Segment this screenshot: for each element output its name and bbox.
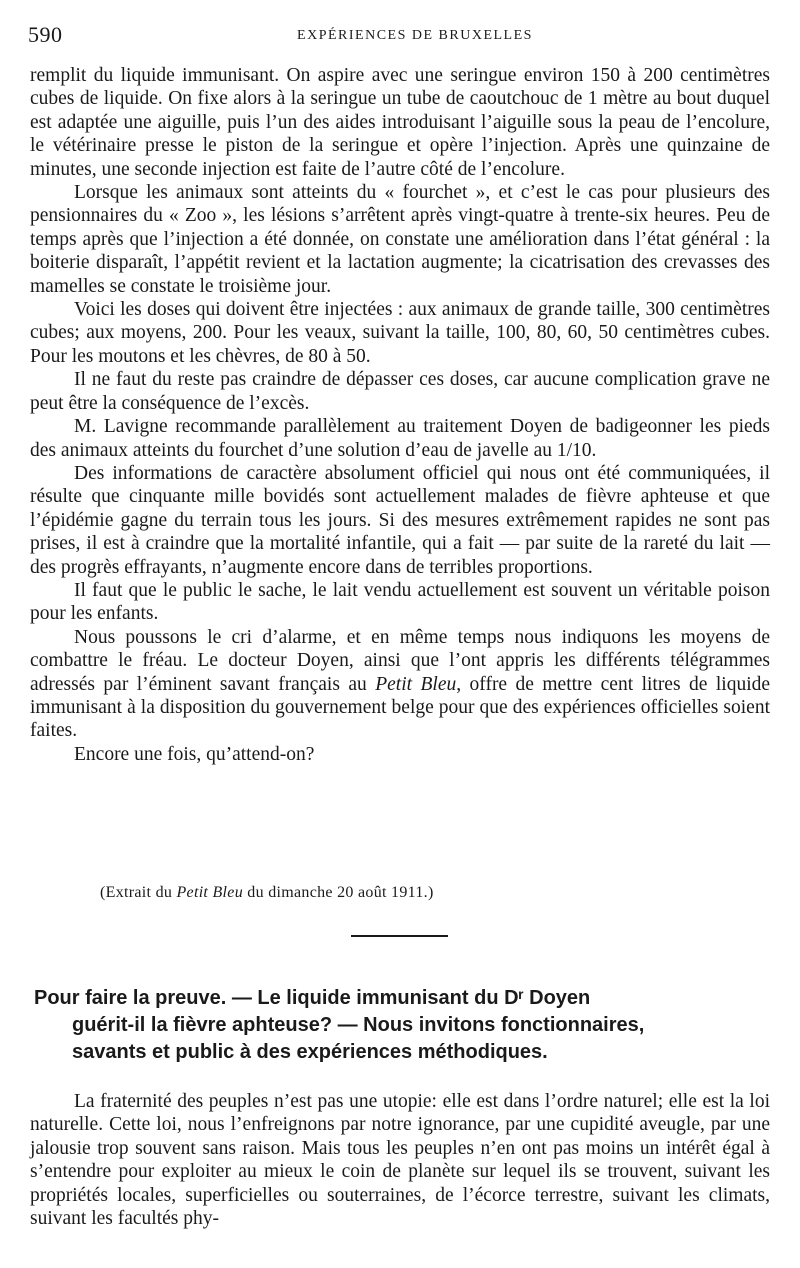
paragraph-text: Nous poussons le cri d’alarme, et en même temps nous indiquons les moyens de combattre le fréau. Le docteur Doyen, ainsi que l’ont appris les différents télégrammes adressés par l’éminent savant français au xyxy=(30,626,770,695)
paragraph: Lorsque les animaux sont atteints du « fourchet », et c’est le cas pour plusieurs des pensionnaires du « Zoo », les lésions s’arrêtent après vingt-quatre à trente-six heures. Peu de temps après que l’injection a été donnée, on constate une amélioration dans l’état général : la boiterie disparaît, l’appétit revient et la lactation augmente; la cicatrisation des crevasses des mamelles se constate le troisième jour. xyxy=(30,182,770,297)
article-body xyxy=(30,1090,770,1230)
section-divider xyxy=(351,935,448,937)
paragraph: Voici les doses qui doivent être injectées : aux animaux de grande taille, 300 centimètres cubes; aux moyens, 200. Pour les veaux, suivant la taille, 100, 80, 60, 50 centimètres cubes. Pour les moutons et les chèvres, de 80 à 50. xyxy=(30,299,770,367)
paragraph: M. Lavigne recommande parallèlement au traitement Doyen de badigeonner les pieds des animaux atteints du fourchet d’une solution d’eau de javelle au 1/10. xyxy=(30,416,770,461)
newspaper-title: Petit Bleu xyxy=(375,673,457,695)
paragraph: Des informations de caractère absolument officiel qui nous ont été communiquées, il résulte que cinquante mille bovidés sont actuellement malades de fièvre aphteuse et que l’épidémie gagne du terrain tous les jours. Si des mesures extrêmement rapides ne sont pas prises, il est à craindre que la mortalité infantile, qui a fait — par suite de la rareté du lait — des progrès effrayants, n’augmente encore dans de terribles proportions. xyxy=(30,462,770,578)
paragraph: La fraternité des peuples n’est pas une utopie: elle est dans l’ordre naturel; elle est la loi naturelle. Cette loi, nous l’enfreignons par notre ignorance, par une cupidité aveugle, par une jalousie trop souvent sans raison. Mais tous les peuples n’en ont pas moins un intérêt égal à s’entendre pour exploiter au mieux le coin de planète sur lequel ils se trouvent, suivant les propriétés locales, superficielles ou souterraines, de l’écorce terrestre, suivant les climats, suivant les facultés phy- xyxy=(30,1091,770,1230)
main-text xyxy=(30,64,770,766)
paragraph: Il ne faut du reste pas craindre de dépasser ces doses, car aucune complication grave ne peut être la conséquence de l’excès. xyxy=(30,369,770,414)
article-heading xyxy=(34,985,780,1066)
paragraph: Il faut que le public le sache, le lait vendu actuellement est souvent un véritable poison pour les enfants. xyxy=(30,579,770,625)
page-number: 590 xyxy=(28,22,63,47)
newspaper-title: Petit Bleu xyxy=(176,884,243,901)
paragraph: remplit du liquide immunisant. On aspire avec une seringue environ 150 à 200 centimètres cubes de liquide. On fixe alors à la seringue un tube de caoutchouc de 1 mètre au bout duquel est adaptée une aiguille, puis l’un des aides introduisant l’aiguille sous la peau de l’encolure, le vétérinaire presse le piston de la seringue et opère l’injection. Après une quinzaine de minutes, une seconde injection est faite de l’autre côté de l’encolure. xyxy=(30,65,770,180)
citation-text: (Extrait du xyxy=(100,884,177,901)
heading-line: guérit-il la fièvre aphteuse? — Nous invitons fonctionnaires, xyxy=(72,1014,645,1036)
paragraph-text: , offre de mettre cent litres de liquide immunisant à la disposition du gouvernement belge pour que des expériences officielles soient faites. xyxy=(30,673,771,742)
heading-line: Pour faire la preuve. — Le liquide immunisant du Dʳ Doyen xyxy=(34,987,591,1009)
running-head: EXPÉRIENCES DE BRUXELLES xyxy=(297,28,533,43)
heading-line: savants et public à des expériences méthodiques. xyxy=(72,1041,548,1063)
paragraph-alarm xyxy=(30,626,770,743)
source-citation xyxy=(100,884,434,902)
closing-question: Encore une fois, qu’attend-on? xyxy=(74,743,315,765)
citation-text: du dimanche 20 août 1911.) xyxy=(243,884,434,901)
